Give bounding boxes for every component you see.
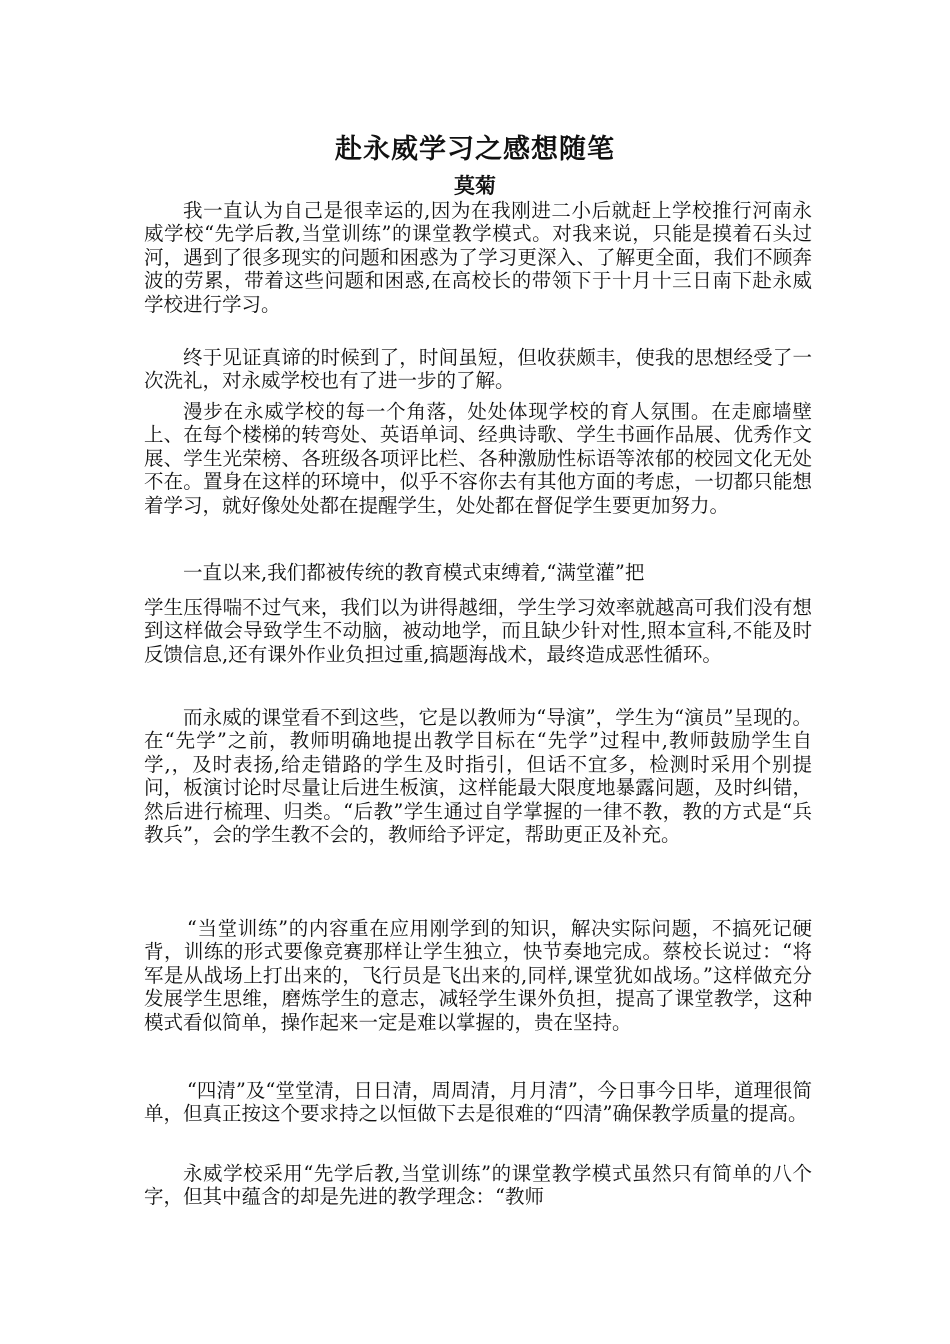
paragraph-8: 永威学校采用“先学后教,当堂训练”的课堂教学模式虽然只有简单的八个字，但其中蕴含的却是先进的教学理念：“教师 bbox=[144, 1162, 812, 1209]
paragraph-5: 而永威的课堂看不到这些，它是以教师为“导演”，学生为“演员”呈现的。在“先学”之前，教师明确地提出教学目标在“先学”过程中,教师鼓励学生自学,，及时表扬,给走错路的学生及时指引，但话不宜多，检测时采用个别提问，板演讨论时尽量让后进生板演，这样能最大限度地暴露问题，及时纠错，然后进行梳理、归类。“后教”学生通过自学掌握的一律不教，教的方式是“兵教兵”，会的学生教不会的，教师给予评定，帮助更正及补充。 bbox=[144, 706, 812, 847]
paragraph-4-first-line: 一直以来,我们都被传统的教育模式束缚着,“满堂灌”把 bbox=[183, 561, 645, 584]
paragraph-2: 终于见证真谛的时候到了，时间虽短，但收获颇丰，使我的思想经受了一次洗礼，对永威学校也有了进一步的了解。 bbox=[144, 346, 812, 393]
paragraph-1: 我一直认为自己是很幸运的,因为在我刚进二小后就赶上学校推行河南永威学校“先学后教,当堂训练”的课堂教学模式。对我来说，只能是摸着石头过河，遇到了很多现实的问题和困惑为了学习更深入、了解更全面，我们不顾奔波的劳累，带着这些问题和困惑,在高校长的带领下于十月十三日南下赴永威学校进行学习。 bbox=[144, 199, 812, 316]
paragraph-7: “四清”及“堂堂清，日日清，周周清，月月清”，今日事今日毕，道理很简单，但真正按这个要求持之以恒做下去是很难的“四清”确保教学质量的提高。 bbox=[144, 1079, 812, 1126]
paragraph-3: 漫步在永威学校的每一个角落，处处体现学校的育人氛围。在走廊墙壁上、在每个楼梯的转弯处、英语单词、经典诗歌、学生书画作品展、优秀作文展、学生光荣榜、各班级各项评比栏、各种激励性标语等浓郁的校园文化无处不在。置身在这样的环境中，似乎不容你去有其他方面的考虑，一切都只能想着学习，就好像处处都在提醒学生，处处都在督促学生要更加努力。 bbox=[144, 400, 812, 517]
paragraph-4-continued: 学生压得喘不过气来，我们以为讲得越细，学生学习效率就越高可我们没有想到这样做会导致学生不动脑，被动地学，而且缺少针对性,照本宣科,不能及时反馈信息,还有课外作业负担过重,搞题海战术，最终造成恶性循环。 bbox=[144, 596, 812, 666]
paragraph-6: “当堂训练”的内容重在应用刚学到的知识，解决实际问题，不搞死记硬背，训练的形式要像竞赛那样让学生独立，快节奏地完成。蔡校长说过：“将军是从战场上打出来的，飞行员是飞出来的,同样,课堂犹如战场。”这样做充分发展学生思维，磨炼学生的意志，减轻学生课外负担，提高了课堂教学，这种模式看似简单，操作起来一定是难以掌握的，贵在坚持。 bbox=[144, 917, 812, 1034]
document-author: 莫菊 bbox=[454, 173, 496, 198]
document-title: 赴永威学习之感想随笔 bbox=[335, 134, 615, 165]
